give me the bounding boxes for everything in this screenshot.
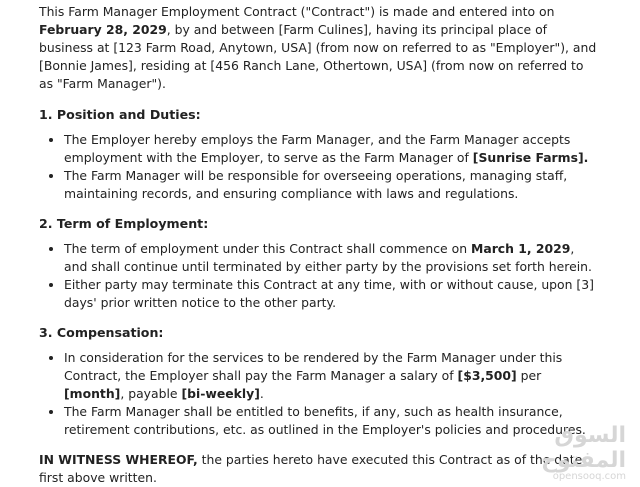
intro-text-2: , by and between [Farm Culines], having its principal place of business at [123 Farm Road, Anytown, USA] (from now on referred to as "Employer"), and [Bonnie James], residing at [456 Ranch Lane, Othertown, USA] (from now on referred to as "Farm Manager"). <box>39 22 597 91</box>
section-heading-position: 1. Position and Duties: <box>39 107 201 122</box>
watermark-latin: opensooq.com <box>552 471 626 482</box>
contract-document <box>39 3 599 487</box>
witness-text: the parties hereto have executed this Contract as of the date first above written. <box>39 452 583 485</box>
farm-name: [Sunrise Farms]. <box>472 150 589 165</box>
compensation-list <box>39 349 599 439</box>
salary-amount: [$3,500] <box>457 368 517 383</box>
section-heading-term: 2. Term of Employment: <box>39 216 209 231</box>
compensation-text: In consideration for the services to be rendered by the Farm Manager under this Contract, the Employer shall pay the Farm Manager a salary of <box>64 350 563 383</box>
intro-paragraph <box>39 3 599 93</box>
term-text-1: The term of employment under this Contract shall commence on <box>64 241 471 256</box>
position-duties-list <box>39 131 599 203</box>
payable-text: , payable <box>120 386 182 401</box>
list-item <box>64 131 599 167</box>
intro-text-1: This Farm Manager Employment Contract ("Contract") is made and entered into on <box>39 4 555 19</box>
pay-frequency: [bi-weekly] <box>181 386 260 401</box>
list-item <box>64 240 599 276</box>
period-end: . <box>259 386 264 401</box>
term-list <box>39 240 599 312</box>
per-text: per <box>516 368 542 383</box>
list-item <box>64 349 599 403</box>
contract-date: February 28, 2029 <box>39 22 167 37</box>
position-text: The Employer hereby employs the Farm Manager, and the Farm Manager accepts employment with the Employer, to serve as the Farm Manager of <box>64 132 571 165</box>
start-date: March 1, 2029 <box>471 241 571 256</box>
salary-period: [month] <box>64 386 121 401</box>
list-item: • The Farm Manager will be responsible for overseeing operations, managing staff, maintaining records, and ensuring compliance with laws and regulations. <box>64 167 599 203</box>
list-item: • Either party may terminate this Contract at any time, with or without cause, upon [3] days' prior written notice to the other party. <box>64 276 599 312</box>
term-text-2: , and shall continue until terminated by either party by the provisions set forth herein. <box>64 241 592 274</box>
witness-bold: IN WITNESS WHEREOF, <box>39 452 198 467</box>
watermark-arabic: السوق المفتوح <box>540 423 626 473</box>
witness-paragraph <box>39 451 599 487</box>
list-item: • The Farm Manager shall be entitled to benefits, if any, such as health insurance, retirement contributions, etc. as outlined in the Employer's policies and procedures. <box>64 403 599 439</box>
section-heading-compensation: 3. Compensation: <box>39 325 164 340</box>
